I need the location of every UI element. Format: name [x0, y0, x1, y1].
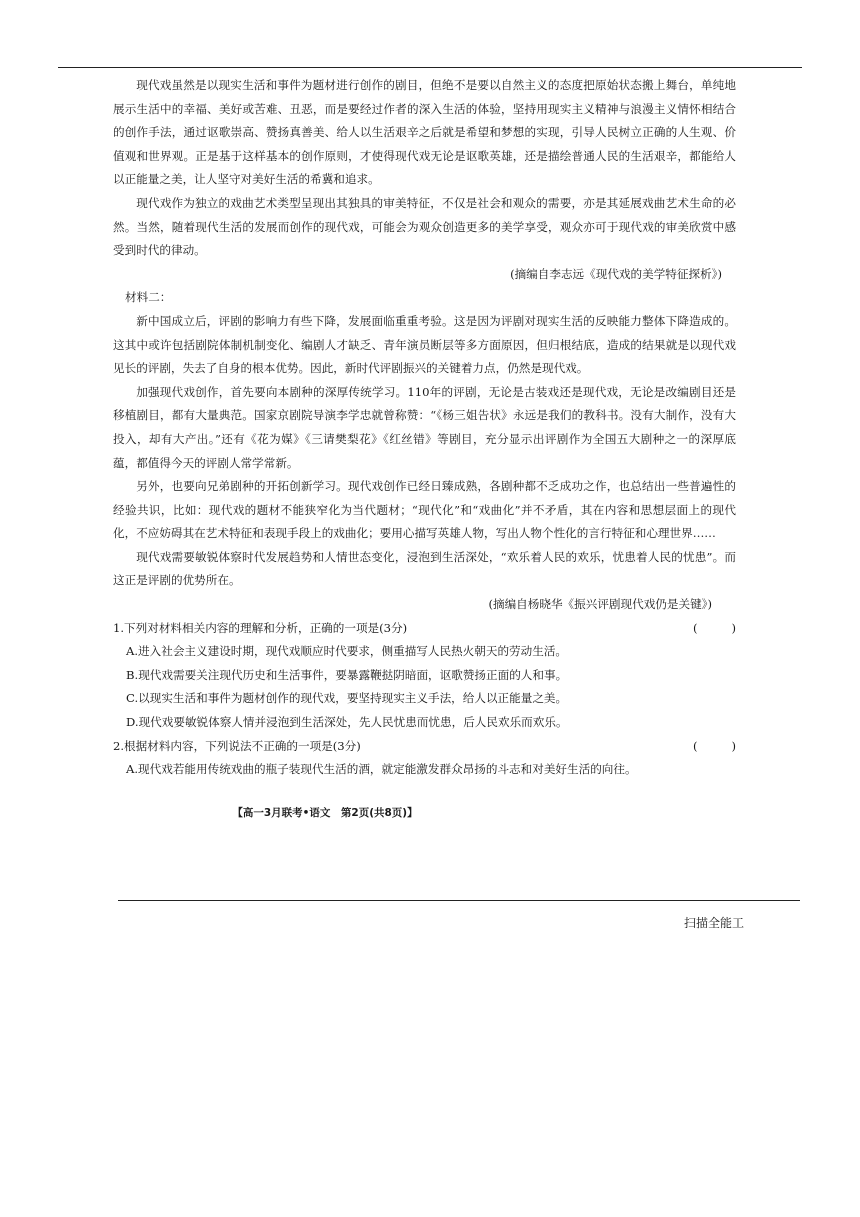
page-footer: 【高一3月联考•语文 第2页(共8页)】	[232, 807, 418, 819]
answer-paren-right: )	[731, 620, 736, 635]
answer-paren-left: (	[692, 738, 698, 753]
question-1-option-a: A.进入社会主义建设时期，现代戏顺应时代要求，侧重描写人民热火朝天的劳动生活。	[126, 644, 568, 659]
question-1-option-c: C.以现实生活和事件为题材创作的现代戏，要坚持现实主义手法，给人以正能量之美。	[126, 691, 568, 706]
page-content	[113, 74, 736, 782]
source-citation-1: (摘编自李志远《现代戏的美学特征探析》)	[510, 266, 722, 281]
answer-blank-2[interactable]	[693, 735, 736, 759]
question-1	[113, 617, 736, 641]
top-rule	[58, 67, 802, 68]
paragraph-6: 现代戏需要敏锐体察时代发展趋势和人情世态变化，浸泡到生活深处，“欢乐着人民的欢乐，忧患着人民的忧患”。而这正是评剧的优势所在。	[113, 549, 736, 588]
question-1-option-d: D.现代戏要敏锐体察人情并浸泡到生活深处，先人民忧患而忧患，后人民欢乐而欢乐。	[126, 715, 568, 730]
scanner-watermark: 扫描全能工	[683, 916, 744, 930]
material-two-label: 材料二：	[125, 290, 172, 305]
source-citation-2: (摘编自杨晓华《振兴评剧现代戏仍是关键》)	[488, 597, 712, 612]
question-2	[113, 735, 736, 759]
bottom-rule	[118, 900, 800, 901]
paragraph-2: 现代戏作为独立的戏曲艺术类型呈现出其独具的审美特征，不仅是社会和观众的需要，亦是其延展戏曲艺术生命的必然。当然，随着现代生活的发展而创作的现代戏，可能会为观众创造更多的美学享受，观众亦可于现代戏的审美欣赏中感受到时代的律动。	[113, 195, 736, 258]
paragraph-1: 现代戏虽然是以现实生活和事件为题材进行创作的剧目，但绝不是要以自然主义的态度把原始状态搬上舞台，单纯地展示生活中的幸福、美好或苦难、丑恶，而是要经过作者的深入生活的体验，坚持用现实主义精神与浪漫主义情怀相结合的创作手法，通过讴歌崇高、赞扬真善美、给人以生活艰辛之后就是希望和梦想的实现，引导人民树立正确的人生观、价值观和世界观。正是基于这样基本的创作原则，才使得现代戏无论是讴歌英雄，还是描绘普通人民的生活艰辛，都能给人以正能量之美，让人坚守对美好生活的希冀和追求。	[113, 78, 736, 187]
question-2-stem: 2.根据材料内容，下列说法不正确的一项是(3分)	[113, 738, 361, 753]
question-1-stem: 1.下列对材料相关内容的理解和分析，正确的一项是(3分)	[113, 620, 408, 635]
question-2-option-a: A.现代戏若能用传统戏曲的瓶子装现代生活的酒，就定能激发群众昂扬的斗志和对美好生活的向往。	[126, 762, 637, 777]
question-1-option-b: B.现代戏需要关注现代历史和生活事件，要暴露鞭挞阴暗面，讴歌赞扬正面的人和事。	[126, 667, 568, 682]
answer-paren-left: (	[692, 620, 698, 635]
answer-blank-1[interactable]	[693, 617, 736, 641]
answer-paren-right: )	[731, 738, 736, 753]
paragraph-3: 新中国成立后，评剧的影响力有些下降，发展面临重重考验。这是因为评剧对现实生活的反映能力整体下降造成的。这其中或许包括剧院体制机制变化、编剧人才缺乏、青年演员断层等多方面原因，但归根结底，造成的结果就是以现代戏见长的评剧，失去了自身的根本优势。因此，新时代评剧振兴的关键着力点，仍然是现代戏。	[113, 313, 736, 376]
paragraph-4: 加强现代戏创作，首先要向本剧种的深厚传统学习。110年的评剧，无论是古装戏还是现代戏，无论是改编剧目还是移植剧目，都有大量典范。国家京剧院导演李学忠就曾称赞：“《杨三姐告状》永远是我们的教科书。没有大制作，没有大投入，却有大产出。”还有《花为媒》《三请樊梨花》《红丝错》等剧目，充分显示出评剧作为全国五大剧种之一的深厚底蕴，都值得今天的评剧人常学常新。	[113, 384, 736, 470]
paragraph-5: 另外，也要向兄弟剧种的开拓创新学习。现代戏创作已经日臻成熟，各剧种都不乏成功之作，也总结出一些普遍性的经验共识，比如：现代戏的题材不能狭窄化为当代题材；“现代化”和“戏曲化”并不矛盾，其在内容和思想层面上的现代化，不应妨碍其在艺术特征和表现手段上的戏曲化；要用心描写英雄人物，写出人物个性化的言行特征和心理世界……	[113, 479, 736, 541]
